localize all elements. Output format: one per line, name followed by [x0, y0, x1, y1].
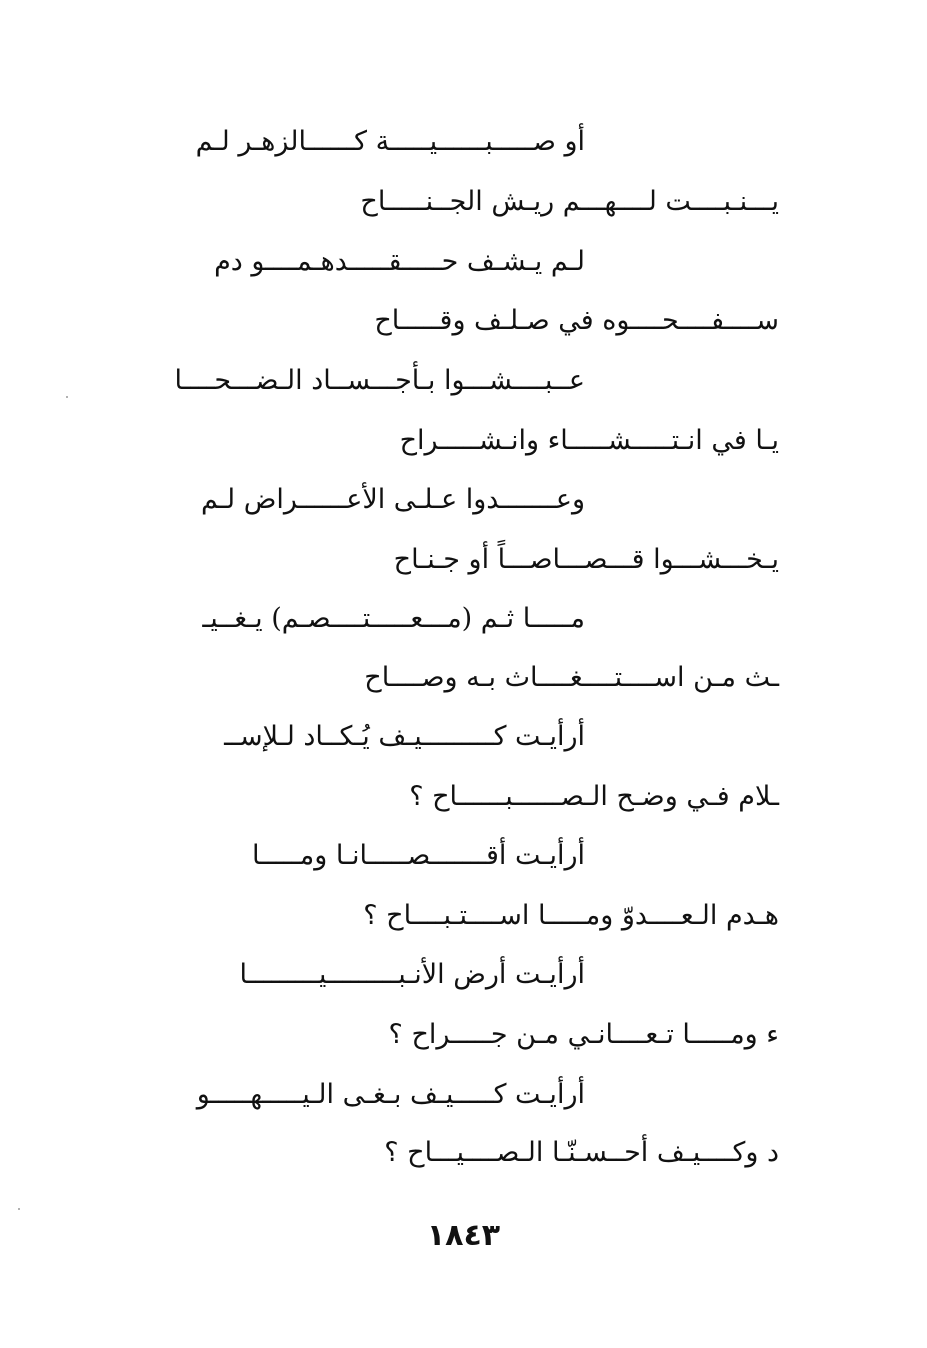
verse-line-3: لـم يـشـف حـــــقـــــدهـمــــو دم [214, 246, 585, 277]
verse-line-16: ء ومـــــا تـعــــانـي مـن جـــــراح ؟ [388, 1019, 779, 1050]
verse-line-12: ـلام فـي وضـح الـصــــــبــــــاح ؟ [409, 781, 779, 812]
verse-line-14: هـدم الـعــــدوّ ومـــــا اســــتـبــــاح ؟ [363, 900, 779, 931]
verse-line-17: أرأيـت كـــــيـف بـغـى الـيـــــهـــــو [196, 1079, 585, 1110]
verse-line-9: مـــــا ثـم (مـــعـــــتــــصـم) يـغــيـ [202, 603, 585, 634]
verse-line-6: يـا في انـتـــــشـــــاء وانـشـــــراح [399, 425, 779, 456]
verse-line-13: أرأيـت أقـــــــصـــــانـا ومـــــا [251, 840, 585, 871]
verse-line-10: ـث مـن اســــتــــغــــاث بـه وصــــاح [364, 662, 779, 693]
verse-line-15: أرأيـت أرض الأنـبـــــــــيـــــــــا [239, 959, 585, 990]
verse-line-2: يـــنـبــــت لــــهـــم ريـش الجــنـــــاح [360, 186, 779, 217]
verse-line-7: وعـــــــدوا عـلـى الأعــــــراض لـم [201, 484, 585, 515]
verse-line-4: ســــفــــحــــوه في صـلـف وقـــــاح [374, 305, 779, 336]
verse-line-18: د وكــــيـف أحــسـنّـا الـصــــيـــاح ؟ [384, 1137, 779, 1168]
scan-speck [66, 396, 68, 398]
verse-line-5: عــبــــشـــوا بـأجـــســاد الـضـــحــــا [174, 365, 585, 396]
verse-line-1: أو صـــــبــــــيـــــة كــــــالزهـر لـم [195, 126, 585, 157]
verse-line-8: يـخـــشـــوا قـــصـــاصـــاً أو جـنـاح [393, 544, 779, 575]
verse-line-11: أرأيـت كـــــــــيـف يُـكــاد لـلإســ [224, 721, 585, 752]
scan-speck [18, 1208, 20, 1210]
page-number: ١٨٤٣ [426, 1218, 501, 1253]
